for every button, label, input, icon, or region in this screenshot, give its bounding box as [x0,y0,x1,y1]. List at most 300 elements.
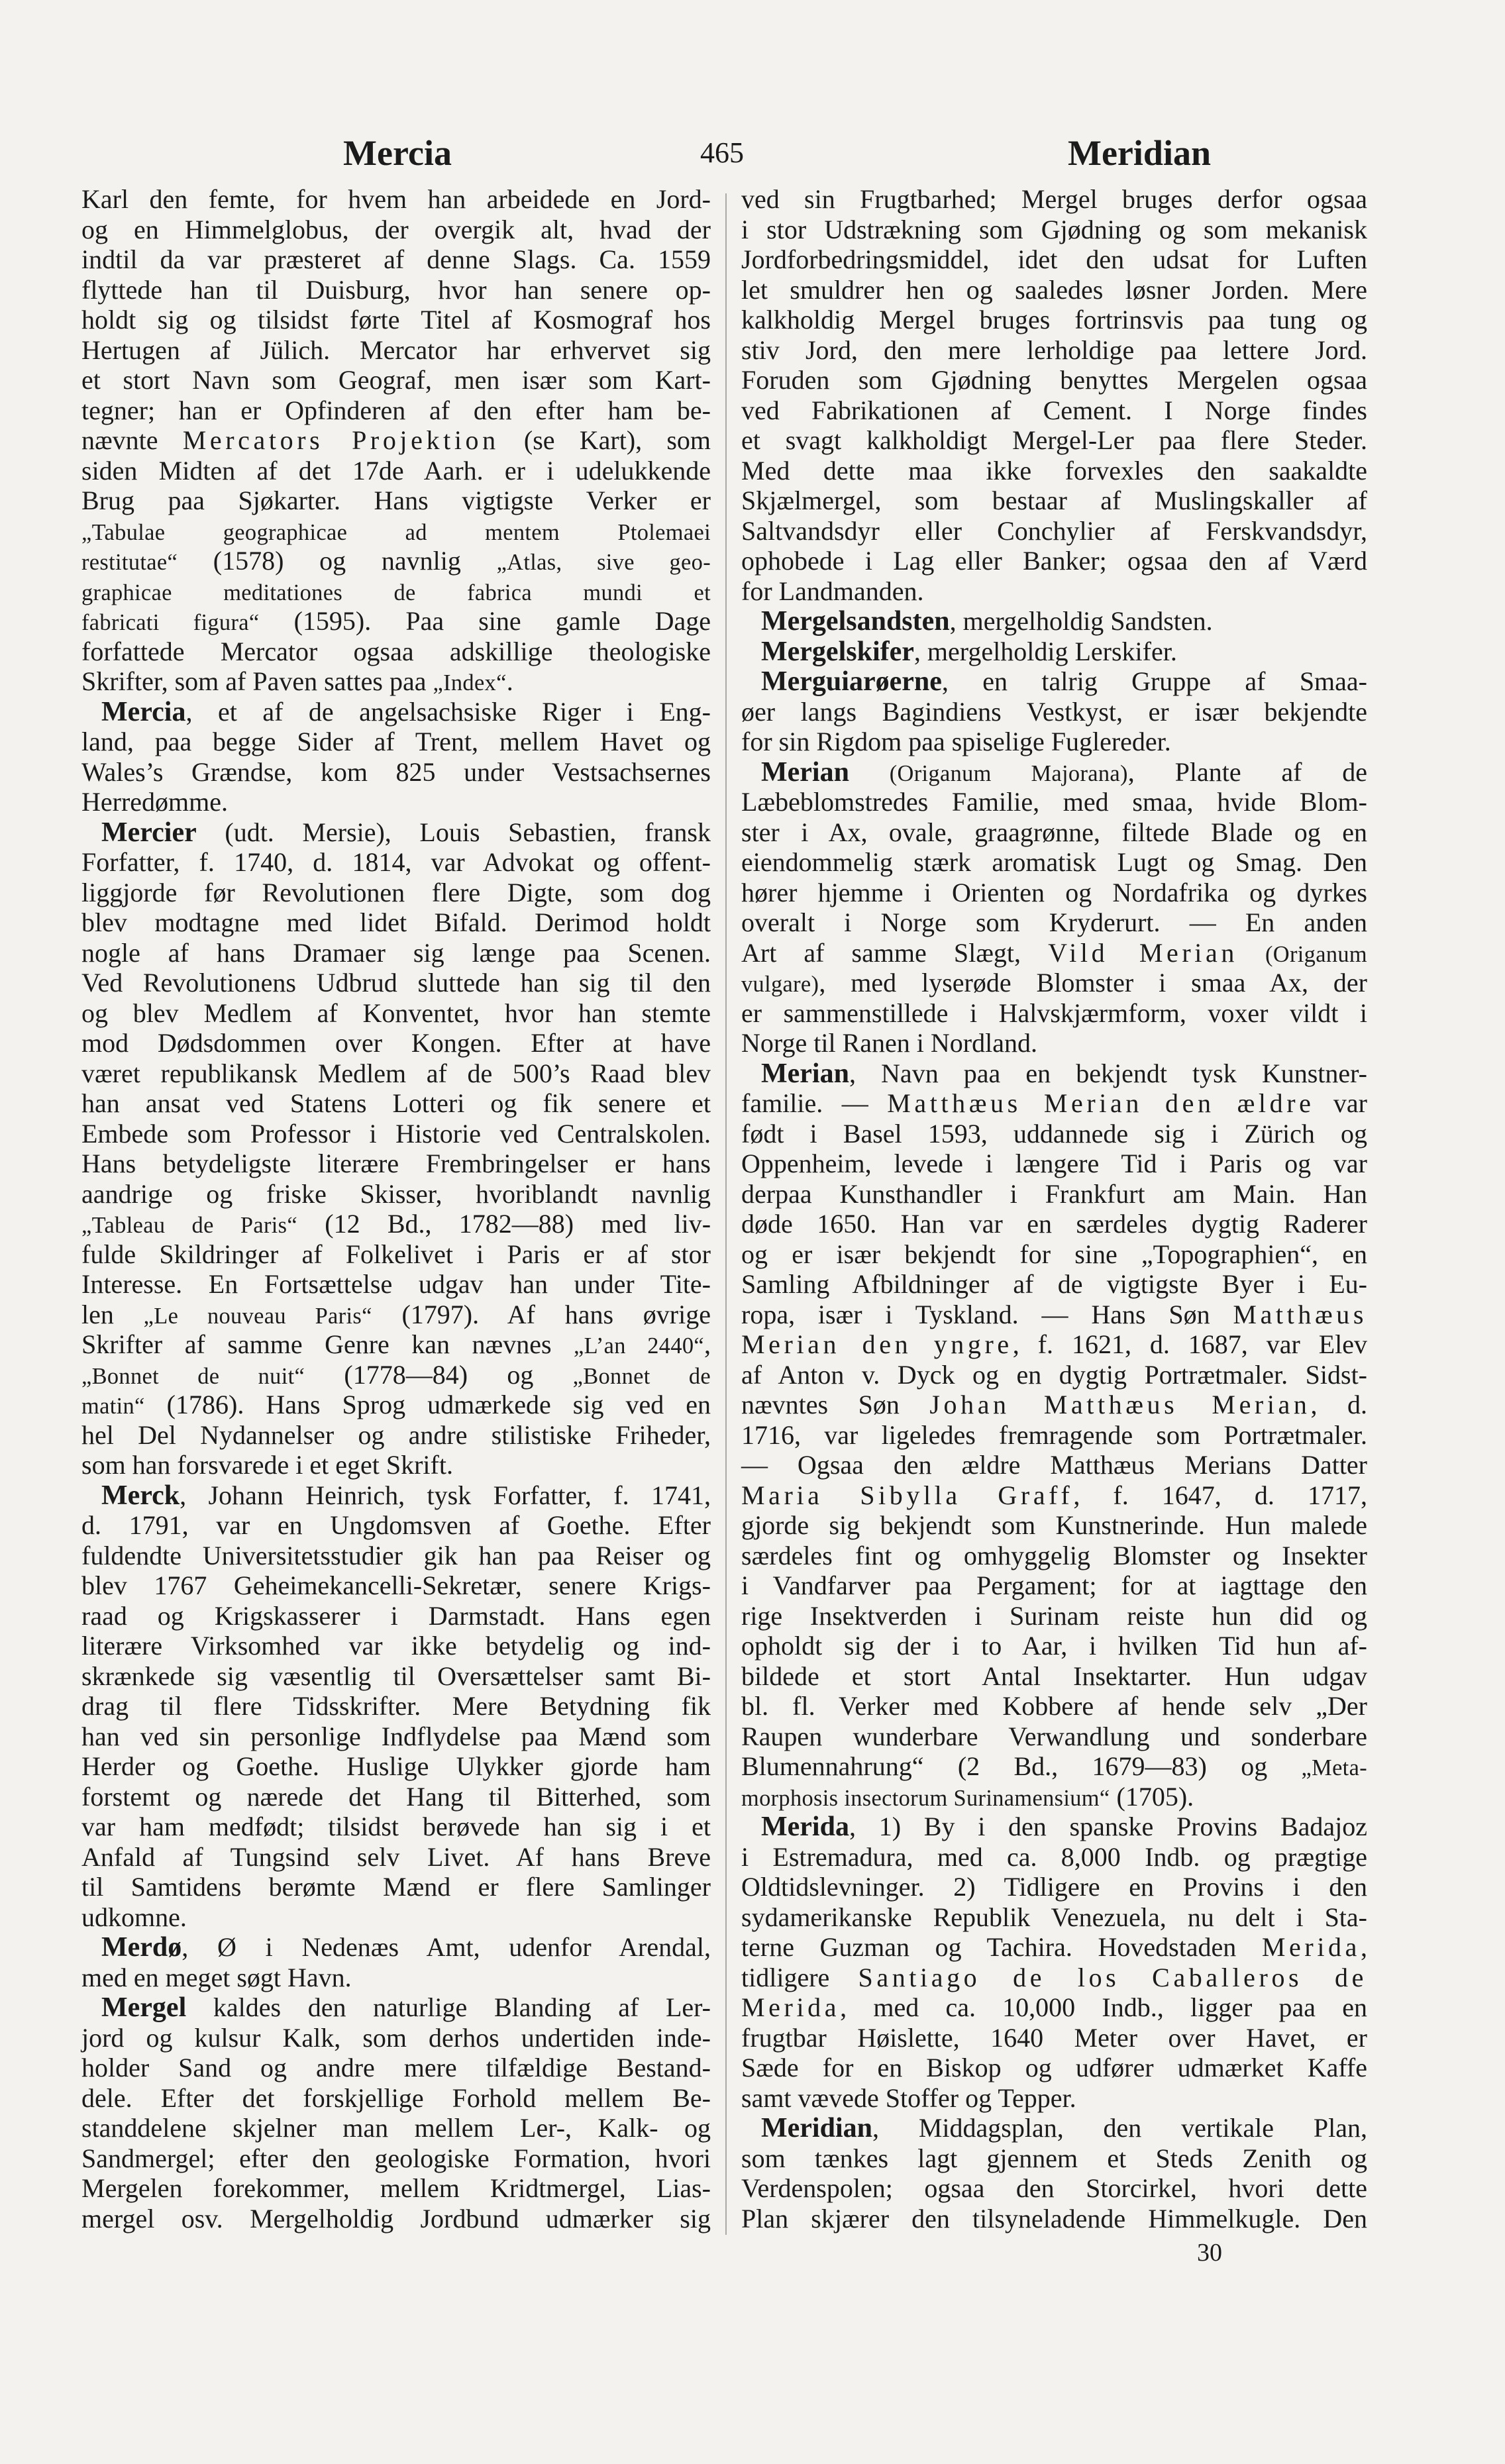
text-line [741,878,1367,908]
text-run: rige Insektverden i Surinam reiste hun did og [741,1600,1367,1631]
text-line [81,1149,711,1179]
text-line [741,606,1367,637]
latin-text: (Origanum Majorana) [889,760,1128,786]
latin-text: „L’an 2440“ [574,1333,705,1359]
text-run: frugtbar Høislette, 1640 Meter over Havet, er [741,2022,1367,2053]
text-line [741,2083,1367,2114]
text-run: , f. 1647, d. 1717, [1073,1480,1367,1510]
text-run: Oldtidslevninger. 2) Tidligere en Provins i den [741,1872,1367,1902]
latin-text: „Tabulae geographicae ad mentem Ptolemaei [81,519,711,545]
text-run: Skrifter af samme Genre kan nævnes [81,1329,574,1359]
text-line [741,215,1367,245]
text-run: som tænkes lagt gjennem et Steds Zenith og [741,2143,1367,2173]
running-head-right: Meridian [1068,133,1211,173]
text-run: nogle af hans Dramaer sig længe paa Scenen. [81,937,711,968]
text-line [81,1119,711,1149]
text-run: øer langs Bagindiens Vestkyst, er især bekjendte [741,696,1367,727]
text-run: ved sin Frugtbarhed; Mergel bruges derfor ogsaa [741,184,1367,214]
text-run: , Navn paa en bekjendt tysk Kunstner- [849,1058,1367,1088]
text-line [741,365,1367,395]
text-run: ropa, især i Tyskland. — Hans Søn [741,1299,1233,1329]
text-run: , Plante af de [1127,756,1367,787]
text-line [81,2173,711,2204]
text-run: (se Kart), som [499,425,711,455]
text-run: Embede som Professor i Historie ved Centralskolen. [81,1118,711,1149]
text-run: (12 Bd., 1782—88) med liv- [297,1209,711,1239]
text-run: holder Sand og andre mere tilfældige Bestand- [81,2053,711,2082]
text-line [81,1209,711,1239]
text-line [81,365,711,395]
text-line [81,606,711,637]
text-run: Saltvandsdyr eller Conchylier af Ferskvandsdyr, [741,515,1367,546]
text-run: d. 1791, var en Ungdomsven af Goethe. Efter [81,1510,711,1540]
text-line [741,335,1367,366]
text-line [741,1088,1367,1119]
text-run: af Anton v. Dyck og en dygtig Portrætmaler. Sidst- [741,1359,1367,1390]
text-run: , [704,1329,711,1359]
text-run: bl. fl. Verker med Kobbere af hende selv „Der [741,1691,1367,1721]
text-run: mod Dødsdommen over Kongen. Efter at have [81,1028,711,1058]
text-run: land, paa begge Sider af Trent, mellem Havet og [81,727,711,756]
text-line [741,1480,1367,1511]
left-column [81,184,711,2237]
text-line [741,2113,1367,2143]
text-run: tegner; han er Opfinderen af den efter ham be- [81,395,711,425]
headword: Meridian [761,2113,872,2143]
text-run [1238,938,1265,968]
text-run: er sammenstillede i Halvskjærmform, voxer vildt i [741,998,1367,1028]
text-line [741,1812,1367,1842]
text-line [741,576,1367,607]
text-run: Art af samme Slægt, [741,937,1049,968]
text-run: i stor Udstrækning som Gjødning og som mekanisk [741,214,1367,244]
text-run: , d. [1310,1390,1367,1419]
text-line [741,275,1367,305]
text-line [81,1329,711,1360]
text-line [741,456,1367,486]
text-run: derpaa Kunsthandler i Frankfurt am Main. Han [741,1178,1367,1209]
text-run: . [506,666,513,696]
text-line [741,1601,1367,1631]
text-line [81,1902,711,1933]
text-run: Ved Revolutionens Udbrud sluttede han sig til den [81,968,711,998]
text-line [741,2023,1367,2053]
text-run: (1595). Paa sine gamle Dage [259,606,711,636]
text-run: til Samtidens berømte Mænd er flere Samlinger [81,1872,711,1902]
text-run: Hertugen af Jülich. Mercator har erhvervet sig [81,334,711,365]
text-line [81,1390,711,1420]
text-line [741,1661,1367,1692]
text-run: udkomne. [81,1902,187,1932]
text-run: — Ogsaa den ældre Matthæus Merians Datter [741,1450,1367,1480]
text-line [741,938,1367,968]
text-run: fulde Skildringer af Folkelivet i Paris er af stor [81,1239,711,1269]
latin-text: „Atlas, sive geo- [496,550,711,575]
text-line [81,787,711,817]
text-line [81,1932,711,1963]
text-line [741,1209,1367,1239]
text-run: døde 1650. Han var en særdeles dygtig Raderer [741,1209,1367,1239]
text-line [81,1058,711,1089]
text-run: ved Fabrikationen af Cement. I Norge findes [741,395,1367,425]
text-line [741,1963,1367,1993]
text-run: Oppenheim, levede i længere Tid i Paris og var [741,1149,1367,1178]
headword: Mercia [101,696,186,727]
text-run: kaldes den naturlige Blanding af Ler- [186,1992,711,2022]
headword: Merdø [101,1932,182,1963]
spaced-text: Merida [741,1992,841,2022]
headword: Mergelsandsten [761,606,950,637]
latin-text: „Bonnet de nuit“ [81,1363,305,1389]
text-run: et svagt kalkholdigt Mergel-Ler paa flere Steder. [741,425,1367,455]
text-run: eiendommelig stærk aromatisk Lugt og Smag. Den [741,847,1367,877]
text-run: med en meget søgt Havn. [81,1962,352,1992]
text-run: sydamerikanske Republik Venezuela, nu delt i Sta- [741,1902,1367,1932]
text-run: Interesse. En Fortsættelse udgav han under Tite- [81,1269,711,1299]
text-line [741,637,1367,667]
text-run: Hans betydeligste literære Frembringelser er hans [81,1149,711,1178]
headword: Merguiarøerne [761,666,942,697]
text-line [81,1028,711,1058]
text-line [741,425,1367,456]
text-line [81,697,711,727]
text-run: han ansat ved Statens Lotteri og fik senere et [81,1088,711,1118]
text-line [81,2023,711,2053]
text-run: Blumennahrung“ (2 Bd., 1679—83) og [741,1751,1302,1781]
column-divider [725,193,727,2235]
text-line [81,1088,711,1119]
text-run: et stort Navn som Geograf, men især som Kart- [81,365,711,395]
text-line [741,395,1367,426]
text-line [741,1149,1367,1179]
text-line [81,335,711,366]
text-line [81,998,711,1029]
latin-text: vulgare) [741,972,819,997]
text-run: og en Himmelglobus, der overgik alt, hvad der [81,214,711,244]
text-run: var ham medfødt; tilsidst berøvede han sig i et [81,1812,711,1841]
text-run: var [1314,1088,1367,1118]
text-line [741,1420,1367,1451]
text-run: mergel osv. Mergelholdig Jordbund udmærker sig [81,2203,711,2233]
text-line [741,1570,1367,1601]
text-line [81,1179,711,1209]
text-run: som han forsvarede i et eget Skrift. [81,1450,453,1480]
text-line [741,1691,1367,1721]
text-run: Forfatter, f. 1740, d. 1814, var Advokat og offent- [81,847,711,877]
text-run: (1578) og navnlig [178,546,497,576]
text-run: holdt sig og tilsidst førte Titel af Kosmograf hos [81,305,711,334]
text-line [81,244,711,275]
text-run: jord og kulsur Kalk, som derhos undertiden inde- [81,2022,711,2053]
text-line [741,486,1367,516]
text-line [81,757,711,788]
text-line [741,1932,1367,1963]
text-run: aandrige og friske Skisser, hvoriblandt navnlig [81,1178,711,1209]
text-run: terne Guzman og Tachira. Hovedstaden [741,1932,1262,1962]
text-line [81,878,711,908]
text-line [81,184,711,215]
text-line [81,1782,711,1812]
text-line [741,2204,1367,2234]
text-line [81,1631,711,1661]
text-run: Skrifter, som af Paven sattes paa [81,666,433,696]
headword: Merida [761,1812,849,1842]
text-line [741,1902,1367,1933]
spaced-text: Johan Matthæus Merian [929,1390,1311,1419]
text-line [741,1329,1367,1360]
text-run: Herder og Goethe. Huslige Ulykker gjorde ham [81,1751,711,1781]
spaced-text: Mercators Projektion [182,425,499,455]
text-run: siden Midten af det 17de Aarh. er i udelukkende [81,455,711,486]
text-line [741,1510,1367,1541]
headword: Mergelskifer [761,636,914,667]
text-line [741,1058,1367,1089]
headword: Merck [101,1480,180,1511]
text-line [741,184,1367,215]
text-run: født i Basel 1593, uddannede sig i Zürich og [741,1118,1367,1149]
text-run: fuldendte Universitetsstudier gik han paa Reiser og [81,1540,711,1570]
text-run: liggjorde før Revolutionen flere Digte, som dog [81,877,711,907]
text-line [81,215,711,245]
text-run: Samling Afbildninger af de vigtigste Byer i Eu- [741,1269,1367,1299]
spaced-text: Maria Sibylla Graff [741,1480,1074,1510]
text-line [81,2083,711,2114]
text-run: let smuldrer hen og saaledes løsner Jorden. Mere [741,274,1367,305]
text-line [741,1300,1367,1330]
spaced-text: Santiago de los Caballeros de [858,1962,1367,1992]
text-line [81,1239,711,1270]
text-run: samt vævede Stoffer og Tepper. [741,2082,1076,2113]
headword: Mercier [101,817,197,848]
text-run: Foruden som Gjødning benyttes Mergelen ogsaa [741,365,1367,395]
text-line [81,1992,711,2023]
text-line [741,546,1367,576]
text-line [81,968,711,998]
text-run: Karl den femte, for hvem han arbeidede en Jord- [81,184,711,214]
text-run: Læbeblomstredes Familie, med smaa, hvide Blom- [741,787,1367,817]
right-column [741,184,1367,2237]
text-line [81,1269,711,1300]
text-run: , [1361,1932,1367,1962]
text-run: 1716, var ligeledes fremragende som Portrætmaler. [741,1419,1367,1450]
spaced-text: Vild Merian [1048,937,1238,968]
text-line [741,1390,1367,1420]
text-line [741,787,1367,817]
text-run: hel Del Nydannelser og andre stilistiske Friheder, [81,1419,711,1450]
text-run: forfattede Mercator ogsaa adskillige theologiske [81,636,711,666]
latin-text: graphicae meditationes de fabrica mundi et [81,580,711,605]
text-run: (udt. Mersie), Louis Sebastien, fransk [196,817,711,847]
text-run: Norge til Ranen i Nordland. [741,1028,1037,1058]
text-line [81,425,711,456]
text-run: len [81,1299,144,1329]
text-line [741,516,1367,546]
text-run: og er især bekjendt for sine „Topographien“, en [741,1239,1367,1269]
text-run: standdelene skjelner man mellem Ler-, Kalk- og [81,2113,711,2143]
text-line [81,1360,711,1390]
latin-text: (Origanum [1265,941,1367,967]
text-run: Jordforbedringsmiddel, idet den udsat for Luften [741,244,1367,274]
text-run: , med ca. 10,000 Indb., ligger paa en [840,1992,1367,2022]
text-run: stiv Jord, den mere lerholdige paa lettere Jord. [741,334,1367,365]
text-line [741,1842,1367,1873]
text-run: (1778—84) og [305,1359,573,1390]
text-run: , mergelholdig Sandsten. [949,606,1213,636]
text-line [81,1420,711,1451]
text-line [81,1842,711,1873]
text-run: for Landmanden. [741,576,924,606]
text-run [849,757,890,787]
text-run: ophobede i Lag eller Banker; ogsaa den af Værd [741,546,1367,576]
text-run: opholdt sig der i to Aar, i hvilken Tid hun af- [741,1631,1367,1661]
signature-mark: 30 [1197,2239,1222,2267]
text-line [81,2204,711,2234]
text-run: , et af de angelsachsiske Riger i Eng- [185,696,711,727]
text-line [741,1782,1367,1812]
text-line [81,456,711,486]
text-run: i Estremadura, med ca. 8,000 Indb. og prægtige [741,1841,1367,1872]
text-line [81,1570,711,1601]
text-line [81,666,711,697]
running-head-left: Mercia [343,133,452,173]
spaced-text: Matthæus Merian den ældre [887,1088,1315,1118]
text-run: bildede et stort Antal Insektarter. Hun udgav [741,1661,1367,1691]
text-run: Herredømme. [81,787,229,817]
text-run: (1797). Af hans øvrige [372,1299,711,1329]
headword: Merian [761,756,849,788]
text-line [81,486,711,516]
text-run: særdeles fint og omhyggelig Blomster og Insekter [741,1540,1367,1570]
text-line [741,1450,1367,1480]
text-line [81,637,711,667]
text-line [741,244,1367,275]
text-run: Plan skjærer den tilsyneladende Himmelkugle. Den [741,2203,1367,2233]
text-run: raad og Krigskasserer i Darmstadt. Hans egen [81,1600,711,1631]
text-run: Skjælmergel, som bestaar af Muslingskaller af [741,486,1367,515]
text-line [81,2053,711,2083]
headword: Mergel [101,1992,187,2023]
text-line [81,817,711,848]
text-line [741,1360,1367,1390]
text-line [741,968,1367,998]
text-line [741,847,1367,878]
text-line [741,907,1367,938]
text-line [81,2113,711,2143]
text-line [741,1028,1367,1058]
spaced-text: Merian den yngre [741,1329,1013,1359]
latin-text: matin“ [81,1394,145,1419]
text-line [741,1119,1367,1149]
text-run: Wales’s Grændse, kom 825 under Vestsachsernes [81,756,711,787]
text-line [81,1300,711,1330]
text-line [81,1963,711,1993]
latin-text: morphosis insectorum Surinamensium“ [741,1785,1110,1811]
text-line [81,1541,711,1571]
text-line [81,1751,711,1782]
text-line [81,1721,711,1752]
latin-text: „Tableau de Paris“ [81,1213,298,1238]
text-line [741,1721,1367,1752]
text-run: han ved sin personlige Indflydelse paa Mænd som [81,1721,711,1751]
headword: Merian [761,1058,849,1089]
text-line [741,998,1367,1029]
text-line [81,275,711,305]
text-run: været republikansk Medlem af de 500’s Raad blev [81,1058,711,1088]
text-run: nævntes Søn [741,1390,930,1419]
text-run: ster i Ax, ovale, graagrønne, filtede Blade og en [741,817,1367,847]
text-line [81,1510,711,1541]
latin-text: „Index“ [433,670,507,695]
text-line [741,1992,1367,2023]
text-line [741,1541,1367,1571]
text-run: , f. 1621, d. 1687, var Elev [1012,1329,1367,1359]
text-line [81,1872,711,1902]
text-run: hører hjemme i Orienten og Nordafrika og dyrkes [741,877,1367,907]
text-run: , Ø i Nedenæs Amt, udenfor Arendal, [182,1932,711,1962]
latin-text: „Bonnet de [572,1363,711,1389]
text-run: , Middagsplan, den vertikale Plan, [872,2113,1367,2143]
text-run: Mergelen forekommer, mellem Kridtmergel, Lias- [81,2173,711,2203]
text-line [741,727,1367,757]
text-run: drag til flere Tidsskrifter. Mere Betydning fik [81,1691,711,1721]
text-line [81,305,711,335]
text-run: familie. — [741,1088,888,1118]
text-run: kalkholdig Mergel bruges fortrinsvis paa tung og [741,305,1367,334]
text-line [81,938,711,968]
text-run: tidligere [741,1962,858,1992]
text-run: blev 1767 Geheimekancelli-Sekretær, senere Krigs- [81,1570,711,1600]
text-run: Anfald af Tungsind selv Livet. Af hans Breve [81,1841,711,1872]
text-run: dele. Efter det forskjellige Forhold mellem Be- [81,2082,711,2113]
text-line [741,1751,1367,1782]
text-line [741,2143,1367,2174]
text-run: , mergelholdig Lerskifer. [913,636,1177,666]
text-run: nævnte [81,425,183,455]
text-run: Med dette maa ikke forvexles den saakaldte [741,455,1367,486]
text-run: Raupen wunderbare Verwandlung und sonderbare [741,1721,1367,1751]
text-run: blev modtagne med lidet Bifald. Derimod holdt [81,907,711,937]
latin-text: fabricati figura“ [81,610,260,635]
text-line [741,697,1367,727]
text-line [741,305,1367,335]
text-line [81,516,711,546]
text-run: Sæde for en Biskop og udfører udmærket Kaffe [741,2053,1367,2082]
text-line [81,576,711,607]
text-line [81,1601,711,1631]
text-line [81,1812,711,1842]
text-run: skrænkede sig væsentlig til Oversættelser samt Bi- [81,1661,711,1691]
text-run: Sandmergel; efter den geologiske Formation, hvori [81,2143,711,2173]
spaced-text: Merida [1261,1932,1361,1962]
text-run: for sin Rigdom paa spiselige Fuglereder. [741,727,1171,756]
text-run: (1705). [1110,1781,1194,1812]
text-line [741,1631,1367,1661]
text-line [741,1269,1367,1300]
latin-text: „Meta- [1301,1755,1367,1780]
text-run: i Vandfarver paa Pergament; for at iagttage den [741,1570,1367,1600]
text-run: , 1) By i den spanske Provins Badajoz [849,1812,1367,1841]
text-line [81,1691,711,1721]
text-line [81,1450,711,1480]
text-run: , med lyserøde Blomster i smaa Ax, der [819,968,1367,998]
text-run: , Johann Heinrich, tysk Forfatter, f. 1741, [180,1480,711,1510]
text-run: forstemt og nærede det Hang til Bitterhed, som [81,1781,711,1812]
page-number: 465 [700,136,744,169]
text-line [741,817,1367,848]
text-line [741,1179,1367,1209]
latin-text: „Le nouveau Paris“ [143,1303,372,1329]
text-line [741,2173,1367,2204]
